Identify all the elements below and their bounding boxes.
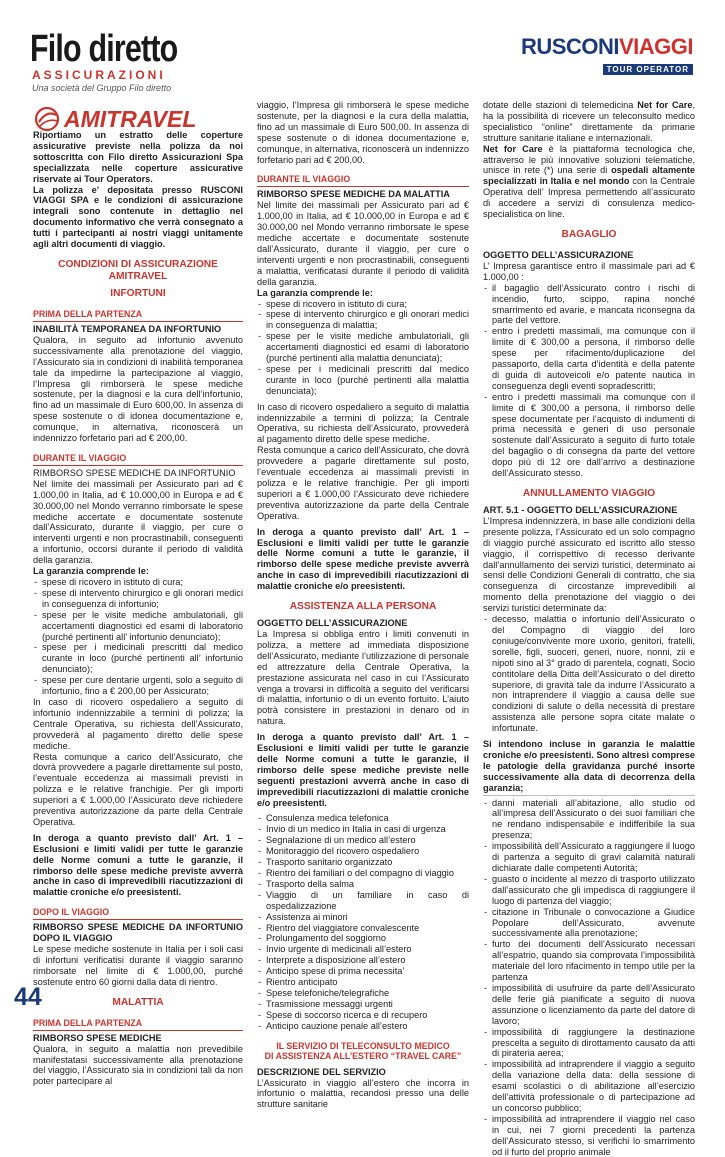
list-item: - impossibilità di raggiungere la destinazione prescelta a seguito di dirottamento causato da atti di pirateria aerea; [483,1027,695,1060]
intro-text-2: La polizza e’ depositata presso RUSCONI VIAGGI SPA e le condizioni di assicurazione integrali sono contenute in dettaglio nel documento informativo che verrà consegnato a tutti i partecipanti ai nostri viaggi unitamente agli altri documenti di viaggio. [33,184,243,250]
list-item: - Trasmissione messaggi urgenti [257,999,469,1010]
list-item: - citazione in Tribunale o convocazione a Giudice Popolare dell’Assicurato, avvenute successivamente alla prenotazione; [483,907,695,940]
clause-heading: RIMBORSO SPESE MEDICHE DA MALATTIA [257,189,450,200]
list-item: - impossibilità ad intraprendere il viaggio a seguito della variazione della data: della sessione di esami scolastici o di abilitazione all’esercizio dell’attività professionale o di partecipazione ad un concorso pubblico; [483,1059,695,1114]
paragraph-bold: In deroga a quanto previsto dall’ Art. 1 – Esclusioni e limiti validi per tutte le garanzie delle Norme comuni a tutte le garanzie, il rimborso delle spese mediche previste nelle seguenti prestazioni avverrà anche in caso di imprevedibili riacutizzazioni di malattie croniche e/o preesistenti. [257,732,469,808]
paragraph: Net for Care è la piattaforma tecnologica che, attraverso le più innovative soluzioni telematiche, unisce in rete (*) una serie di ospedali altamente specializzati in Italia e nel mondo con la Centrale Operativa dell’ Impresa permettendo all’assicurato di accedere a servizi di consulenza medico-specialistica on line. [483,143,696,220]
coverage-list [483,283,695,479]
paragraph: In caso di ricovero ospedaliero a seguito di malattia indennizzabile a termini di polizza; la Centrale Operativa, su richiesta dell’Assicurato, provvederà al pagamento diretto delle spese mediche. [257,401,469,445]
amitravel-wordmark: AMITRAVEL [64,106,197,132]
subsection-title: PRIMA DELLA PARTENZA [33,1017,143,1028]
clause-heading: RIMBORSO SPESE MEDICHE DA INFORTUNIO DOPO IL VIAGGIO [33,922,243,944]
list-item: - Prolungamento del soggiorno [257,933,469,944]
paragraph-bold: In deroga a quanto previsto dall’ Art. 1 – Esclusioni e limiti validi per tutte le garanzie delle Norme comuni a tutte le garanzie, il rimborso delle spese mediche previste avverrà anche in caso di imprevedibili riacutizzazioni di malattie croniche e/o preesistenti. [257,526,469,592]
subsection-title: DURANTE IL VIAGGIO [257,174,351,185]
paragraph: Le spese mediche sostenute in Italia per i soli casi di infortuni verificatisi durante il viaggio saranno rimborsate nel limite di € 1.000,00, purché sostenute entro 60 giorni dalla data di rientro. [33,944,243,987]
subsection-title: PRIMA DELLA PARTENZA [33,308,143,319]
column-3 [483,100,695,1157]
section-title: MALATTIA [112,996,164,1008]
paragraph: Nel limite dei massimali per Assicurato pari ad € 1.000,00 in Italia, ad € 10.000,00 in Europa e ad € 30.000,00 nel Mondo verranno rimborsate le spese mediche accertate e documentate sostenute dall’Assicurato, durante il viaggio, per cure o interventi urgenti e non procrastinabili, conseguenti a malattia, verificatasi durante il periodo di validità della garanzia. [257,200,469,287]
partner-name-b: VIAGGI [618,34,693,59]
section-title: IL SERVIZIO DI TELECONSULTO MEDICO [276,1040,450,1051]
list-item: - Rientro dei familiari o del compagno di viaggio [257,868,469,879]
amitravel-logo [34,105,214,133]
list-item: - Invio di un medico in Italia in casi di urgenza [257,824,469,835]
list-item: - entro i predetti massimali, ma comunque con il limite di € 300,00 a persona, il rimborso delle spese per rifacimento/duplicazione del passaporto, della carta d’identità e della patente di guida di autoveicoli e/o patente nautica in conseguenza degli eventi sopradescritti; [483,326,695,391]
paragraph: La Impresa si obbliga entro i limiti convenuti in polizza, a mettere ad immediata disposizione dell’Assicurato, mediante l’utilizzazione di personale ed attrezzature della Centrale Operativa, la prestazione assicurata nel caso in cui l’Assicurato venga a trovarsi in difficoltà a seguito del verificarsi di malattia, infortunio o di un evento fortuito. L’aiuto potrà consistere in prestazioni in denaro od in natura. [257,628,469,727]
paragraph: Qualora, in seguito ad infortunio avvenuto successivamente alla prenotazione del viaggio, l’Assicurato sia in condizioni di inabilità temporanea tale da impedirne la partecipazione al viaggio, l’Impresa gli rimborserà le spese mediche sostenute, per la diagnosi e la cura dell’infortunio, fino ad un massimale di Euro 600,00. In assenza di spese sostenute o di idonea documentazione e, comunque, in alternativa, riconoscerà un indennizzo forfetario pari ad € 200,00. [33,334,243,444]
list-item: - Consulenza medica telefonica [257,813,469,824]
coverage-list [257,299,469,397]
coverage-list [483,798,695,1157]
list-item: - impossibilità dell’Assicurato a raggiungere il luogo di partenza a seguito di gravi calamità naturali dichiarate dalle competenti Autorità; [483,841,695,874]
list-item: - Viaggio di un familiare in caso di ospedalizzazione [257,890,469,912]
clause-heading: RIMBORSO SPESE MEDICHE [33,1032,162,1043]
globe-icon [34,106,60,132]
paragraph: Nel limite dei massimali per Assicurato pari ad € 1.000,00 in Italia, ad € 10.000,00 in Europa e ad € 30.000,00 nel Mondo verranno rimborsate le spese mediche accertate e documentate sostenute dall’Assicurato, durante il viaggio, per cure o interventi urgenti e non procrastinabili, conseguenti a infortunio, occorsi durante il periodo di validità della garanzia. [33,478,243,566]
list-item: - spese per le visite mediche ambulatoriali, gli accertamenti diagnostici ed esami di laboratorio (purché pertinenti all’ infortunio denunciato); [33,610,243,643]
clause-heading: OGGETTO DELL’ASSICURAZIONE [483,249,634,260]
section-title: BAGAGLIO [561,228,617,240]
list-item: - Monitoraggio del ricovero ospedaliero [257,846,469,857]
list-item: - spese per i medicinali prescritti dal medico curante in loco (purché pertinenti all’ infortunio denunciato); [33,642,243,675]
clause-heading: OGGETTO DELL’ASSICURAZIONE [257,618,408,629]
list-intro: La garanzia comprende le: [257,287,373,298]
list-item: - Anticipo spese di prima necessita’ [257,966,469,977]
list-item: - Spese telefoniche/telegrafiche [257,988,469,999]
paragraph: L’Assicurato in viaggio all’estero che incorra in infortunio o malattia, recandosi presso una delle strutture sanitarie [257,1077,469,1110]
section-title: DI ASSISTENZA ALL’ESTERO “TRAVEL CARE” [264,1051,462,1062]
paragraph-bold: In deroga a quanto previsto dall’ Art. 1 – Esclusioni e limiti validi per tutte le garanzie delle Norme comuni a tutte le garanzie, il rimborso delle spese mediche previste avverrà anche in caso di imprevedibili riacutizzazioni di malattie croniche e/o preesistenti. [33,832,243,898]
services-list [257,813,469,1031]
section-title: CONDIZIONI DI ASSICURAZIONE AMITRAVEL [58,258,218,282]
list-item: - spese di ricovero in istituto di cura; [33,577,243,588]
clause-heading: DESCRIZIONE DEL SERVIZIO [257,1066,386,1077]
list-intro: La garanzia comprende le: [33,566,149,577]
partner-name-a: RUSCONI [521,34,619,59]
list-item: - Anticipo cauzione penale all’estero [257,1021,469,1032]
list-item: - Assistenza ai minori [257,912,469,923]
list-item: - impossibilità ad intraprendere il viaggio nel caso in cui, nei 7 giorni precedenti la partenza dell’Assicurato stesso, si verifichi lo smarrimento od il furto del proprio animale [483,1114,695,1157]
list-item: - spese per cure dentarie urgenti, solo a seguito di infortunio, fino a € 200,00 per Assicurato; [33,675,243,697]
paragraph: L’Impresa indennizzerà, in base alle condizioni della presente polizza, l’Assicurato ed un solo compagno di viaggio purché assicurato ed iscritto allo stesso viaggio, il corrispettivo di recesso derivante dall’annullamento dei servizi turistici, determinato ai sensi delle Condizioni Generali di contratto, che sia conseguenza di circostanze imprevedibili al momento della prenotazione del viaggio o dei servizi turistici determinate da: [483,515,695,614]
list-item: - Rientro del viaggiatore convalescente [257,923,469,934]
list-item: - spese di intervento chirurgico e gli onorari medici in conseguenza di malattia; [257,309,469,331]
column-2 [257,100,469,1110]
paragraph: viaggio, l’Impresa gli rimborserà le spese mediche sostenute, per la diagnosi e la cura della malattia, fino ad un massimale di Euro 500,00. In assenza di spese sostenute o di idonea documentazione e, comunque, in alternativa, riconoscerà un indennizzo forfetario pari ad € 200,00. [257,100,469,165]
paragraph: dotate delle stazioni di telemedicina Net for Care, ha la possibilità di ricevere un teleconsulto medico specialistico “online” direttamente da primarie strutture sanitarie italiane e internazionali. [483,100,695,143]
section-title: ASSISTENZA ALLA PERSONA [289,601,437,613]
subsection-title: DOPO IL VIAGGIO [33,907,110,918]
brand-tagline: Una società del Gruppo Filo diretto [32,83,172,93]
list-item: - Segnalazione di un medico all’estero [257,835,469,846]
list-item: - guasto o incidente al mezzo di trasporto utilizzato dall’assicurato che gli impedisca di raggiungere il luogo di partenza del viaggio; [483,874,695,907]
brand-logo-title: Filo diretto [30,28,178,70]
list-item: - Invio urgente di medicinali all’estero [257,944,469,955]
section-title: INFORTUNI [110,287,166,299]
paragraph: In caso di ricovero ospedaliero a seguito di infortunio indennizzabile a termini di polizza; la Centrale Operativa, su richiesta dell’Assicurato, provvederà al pagamento diretto delle spese mediche. [33,696,243,751]
list-item: - Spese di soccorso ricerca e di recupero [257,1010,469,1021]
list-item: - Trasporto della salma [257,879,469,890]
list-item: - il bagaglio dell’Assicurato contro i rischi di incendio, furto, scippo, rapina nonché smarrimento ed avarie, e mancata riconsegna da parte del vettore. [483,283,695,327]
list-item: - spese per i medicinali prescritti dal medico curante in loco (purché pertinenti alla malattia denunciata); [257,364,469,397]
list-item: - spese di intervento chirurgico e gli onorari medici in conseguenza di infortunio; [33,588,243,610]
paragraph: Resta comunque a carico dell’Assicurato, che dovrà provvedere a pagarle direttamente sul posto, l’eventuale eccedenza ai massimali previsti in polizza e le relative franchigie. Per gli importi superiori a € 1.000,00 l’Assicurato deve richiedere preventiva autorizzazione da parte della Centrale Operativa. [33,751,243,827]
brand-logo-subtitle: ASSICURAZIONI [32,68,166,82]
list-item: - danni materiali all’abitazione, allo studio od all’impresa dell’Assicurato o dei suoi familiari che ne rendano indispensabile e indifferibile la sua presenza; [483,798,695,842]
intro-text: Riportiamo un estratto delle coperture assicurative previste nella polizza da noi sottoscritta con Filo diretto Assicurazioni Spa specializzata nelle coperture assicurative riservate ai Tour Operators. [33,130,243,184]
partner-logo [521,35,693,77]
clause-heading: ART. 5.1 - OGGETTO DELL’ASSICURAZIONE [483,505,678,515]
clause-heading: INABILITÀ TEMPORANEA DA INFORTUNIO [33,323,222,334]
section-title: ANNULLAMENTO VIAGGIO [522,488,656,499]
list-item: - impossibilità di usufruire da parte dell’Assicurato delle ferie già pianificate a seguito di nuova assunzione o licenziamento da parte del datore di lavoro; [483,983,695,1027]
paragraph: Resta comunque a carico dell’Assicurato, che dovrà provvedere a pagarle direttamente sul posto, l’eventuale eccedenza ai massimali previsti in polizza e le relative franchigie. Per gli importi superiori a € 1.000,00 l’Assicurato deve richiedere preventiva autorizzazione da parte della Centrale Operativa. [257,445,469,521]
coverage-list [483,614,695,734]
page-header [0,0,725,100]
coverage-list [33,577,243,697]
list-item: - decesso, malattia o infortunio dell’Assicurato o del Compagno di viaggio del loro coniuge/convivente more uxorio, genitori, fratelli, sorelle, figli, suoceri, generi, nuore, nonni, zii e nipoti sino al 3° grado di parentela, cognati, Socio contitolare della Ditta dell’Assicurato o del diretto superiore, di gravità tale da indurre l’Assicurato a non intraprendere il viaggio a causa delle sue condizioni di salute o della necessità di prestare assistenza alle persone sopra citate malate o infortunate. [483,614,695,734]
paragraph: Qualora, in seguito a malattia non prevedibile manifestatasi successivamente alla prenotazione del viaggio, l’Assicurato sia in condizioni tali da non poter partecipare al [33,1043,243,1087]
list-item: - spese di ricovero in istituto di cura; [257,299,469,310]
list-item: - Interprete a disposizione all’estero [257,955,469,966]
clause-heading: RIMBORSO SPESE MEDICHE DA INFORTUNIO [33,467,236,478]
list-item: - spese per le visite mediche ambulatoriali, gli accertamenti diagnostici ed esami di laboratorio (purché pertinenti alla malattia denunciata); [257,331,469,364]
list-item: - Rientro anticipato [257,977,469,988]
paragraph-bold: Si intendono incluse in garanzia le malattie croniche e/o preesistenti. Sono altresì comprese le patologie della gravidanza purché insorte successivamente alla data di decorrenza della garanzia; [483,739,695,793]
column-1 [33,130,243,1087]
list-item: - entro i predetti massimali ma comunque con il limite di € 300,00 a persona, il rimborso delle spese documentate per l’acquisto di indumenti di prima necessità e generi di uso personale sostenute dall’Assicurato a seguito di furto totale del bagaglio o di consegna da parte del vettore dopo più di 12 ore dall’arrivo a destinazione dell’Assicurato stesso. [483,392,695,479]
subsection-title: DURANTE IL VIAGGIO [33,452,127,463]
partner-tagline: TOUR OPERATOR [603,64,693,75]
page-number: 44 [14,983,42,1011]
list-item: - furto dei documenti dell’Assicurato necessari all’espatrio, quando sia comprovata l’impossibilità materiale del loro rifacimento in tempo utile per la partenza [483,939,695,983]
list-item: - Trasporto sanitario organizzato [257,857,469,868]
paragraph: L’ Impresa garantisce entro il massimale pari ad € 1.000,00 : [483,260,695,282]
